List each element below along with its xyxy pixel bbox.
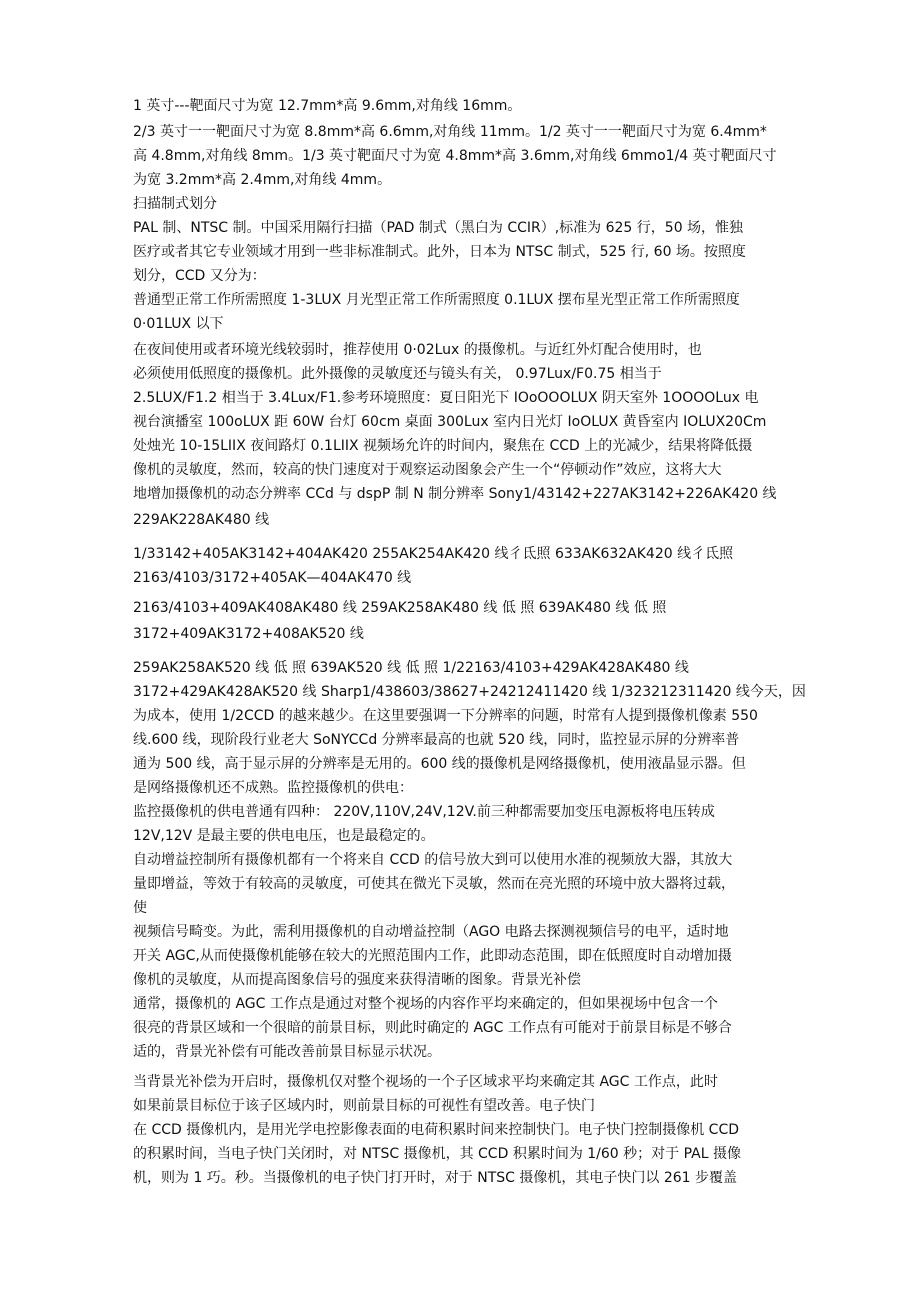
text-line: 259AK258AK520 线 低 照 639AK520 线 低 照 1/22163/4103+429AK428AK480 线 (133, 660, 689, 676)
text-line: 在 CCD 摄像机内，是用光学电控影像表面的电荷积累时间来控制快门。电子快门控制摄像机 CCD (133, 1122, 740, 1138)
text-line: 1 英寸---靶面尺寸为宽 12.7mm*高 9.6mm,对角线 16mm。 (133, 98, 522, 114)
text-line: 视频信号畸变。为此，需利用摄像机的自动增益控制（AGO 电路去探测视频信号的电平，适时地 (133, 924, 729, 940)
text-line: 在夜间使用或者环境光线较弱时，推荐使用 0·02Lux 的摄像机。与近红外灯配合使用时，也 (133, 342, 702, 358)
text-line: 医疗或者其它专业领域才用到一些非标准制式。此外，日本为 NTSC 制式，525 行, 60 场。按照度 (133, 244, 746, 260)
text-line: 机，则为 1 巧。秒。当摄像机的电子快门打开时，对于 NTSC 摄像机，其电子快门以 261 步覆盖 (133, 1170, 738, 1186)
text-line: 像机的灵敏度，从而提高图象信号的强度来获得清晰的图象。背景光补偿 (133, 972, 581, 988)
text-line: 0·01LUX 以下 (133, 316, 224, 332)
text-line: 处烛光 10-15LIIX 夜间路灯 0.1LIIX 视频场允许的时间内，聚焦在 CCD 上的光减少，结果将降低摄 (133, 438, 753, 454)
text-line: 12V,12V 是最主要的供电电压，也是最稳定的。 (133, 828, 435, 844)
text-line: 监控摄像机的供电普通有四种： 220V,110V,24V,12V.前三种都需要加变压电源板将电压转成 (133, 804, 715, 820)
text-line: 1/33142+405AK3142+404AK420 255AK254AK420 线彳氐照 633AK632AK420 线彳氐照 (133, 546, 734, 562)
text-line: 像机的灵敏度，然而，较高的快门速度对于观察运动图象会产生一个“停顿动作”效应，这将大大 (133, 462, 722, 478)
text-line: 高 4.8mm,对角线 8mm。1/3 英寸靶面尺寸为宽 4.8mm*高 3.6mm,对角线 6mmo1/4 英寸靶面尺寸 (133, 148, 777, 164)
text-line: 量即增益，等效于有较高的灵敏度，可使其在微光下灵敏，然而在亮光照的环境中放大器将过载， (133, 876, 735, 892)
text-line: 3172+409AK3172+408AK520 线 (133, 626, 364, 642)
text-line: 通为 500 线，高于显示屏的分辨率是无用的。600 线的摄像机是网络摄像机，使用液晶显示器。但 (133, 756, 746, 772)
text-line: 开关 AGC,从而使摄像机能够在较大的光照范围内工作，此即动态范围，即在低照度时自动增加摄 (133, 948, 732, 964)
text-line: 2.5LUX/F1.2 相当于 3.4Lux∕F1.参考环境照度：夏日阳光下 IOoOOOLUX 阴天室外 1OOOOLux 电 (133, 390, 759, 406)
text-line: 2163/4103/3172+405AK—404AK470 线 (133, 570, 412, 586)
text-line: 普通型正常工作所需照度 1-3LUX 月光型正常工作所需照度 0.1LUX 摆布星光型正常工作所需照度 (133, 292, 740, 308)
text-line: 必须使用低照度的摄像机。此外摄像的灵敏度还与镜头有关， 0.97Lux∕F0.75 相当于 (133, 366, 662, 382)
text-line: 3172+429AK428AK520 线 Sharp1/438603/38627+24212411420 线 1/323212311420 线今天，因 (133, 684, 806, 700)
text-line: 2163/4103+409AK408AK480 线 259AK258AK480 线 低 照 639AK480 线 低 照 (133, 600, 667, 616)
text-line: 2/3 英寸一一靶面尺寸为宽 8.8mm*高 6.6mm,对角线 11mm。1/2 英寸一一靶面尺寸为宽 6.4mm* (133, 124, 767, 140)
text-line: 视台演播室 100oLUX 距 60W 台灯 60cm 桌面 300Lux 室内日光灯 IoOLUX 黄昏室内 IOLUX20Cm (133, 414, 767, 430)
text-line: 是网络摄像机还不成熟。监控摄像机的供电： (133, 780, 413, 796)
text-line: PAL 制、NTSC 制。中国采用隔行扫描（PAD 制式（黑白为 CCIR）,标准为 625 行，50 场，惟独 (133, 220, 744, 236)
text-line: 适的，背景光补偿有可能改善前景目标显示状况。 (133, 1044, 441, 1060)
text-line: 如果前景目标位于该子区域内时，则前景目标的可视性有望改善。电子快门 (133, 1098, 595, 1114)
text-line: 划分，CCD 又分为： (133, 268, 266, 284)
text-line: 线.600 线，现阶段行业老大 SoNYCCd 分辨率最高的也就 520 线，同时，监控显示屏的分辨率普 (133, 732, 740, 748)
text-line: 通常，摄像机的 AGC 工作点是通过对整个视场的内容作平均来确定的，但如果视场中包含一个 (133, 996, 718, 1012)
text-line: 自动增益控制所有摄像机都有一个将来自 CCD 的信号放大到可以使用水准的视频放大器，其放大 (133, 852, 733, 868)
text-line: 为成本，使用 1/2CCD 的越来越少。在这里要强调一下分辨率的问题，时常有人提到摄像机像素 550 (133, 708, 758, 724)
text-line: 很亮的背景区域和一个很暗的前景目标，则此时确定的 AGC 工作点有可能对于前景目标是不够合 (133, 1020, 732, 1036)
text-line: 当背景光补偿为开启时，摄像机仅对整个视场的一个子区域求平均来确定其 AGC 工作点，此时 (133, 1074, 718, 1090)
text-line: 使 (133, 900, 147, 916)
document-page (133, 94, 806, 1190)
text-line: 229AK228AK480 线 (133, 512, 270, 528)
text-line: 地增加摄像机的动态分辨率 CCd 与 dspP 制 N 制分辨率 Sony1/43142+227AK3142+226AK420 线 (133, 486, 777, 502)
section-heading: 扫描制式划分 (133, 196, 217, 212)
text-line: 的积累时间，当电子快门关闭时，对 NTSC 摄像机，其 CCD 积累时间为 1/60 秒；对于 PAL 摄像 (133, 1146, 741, 1162)
text-line: 为宽 3.2mm*高 2.4mm,对角线 4mm。 (133, 172, 392, 188)
